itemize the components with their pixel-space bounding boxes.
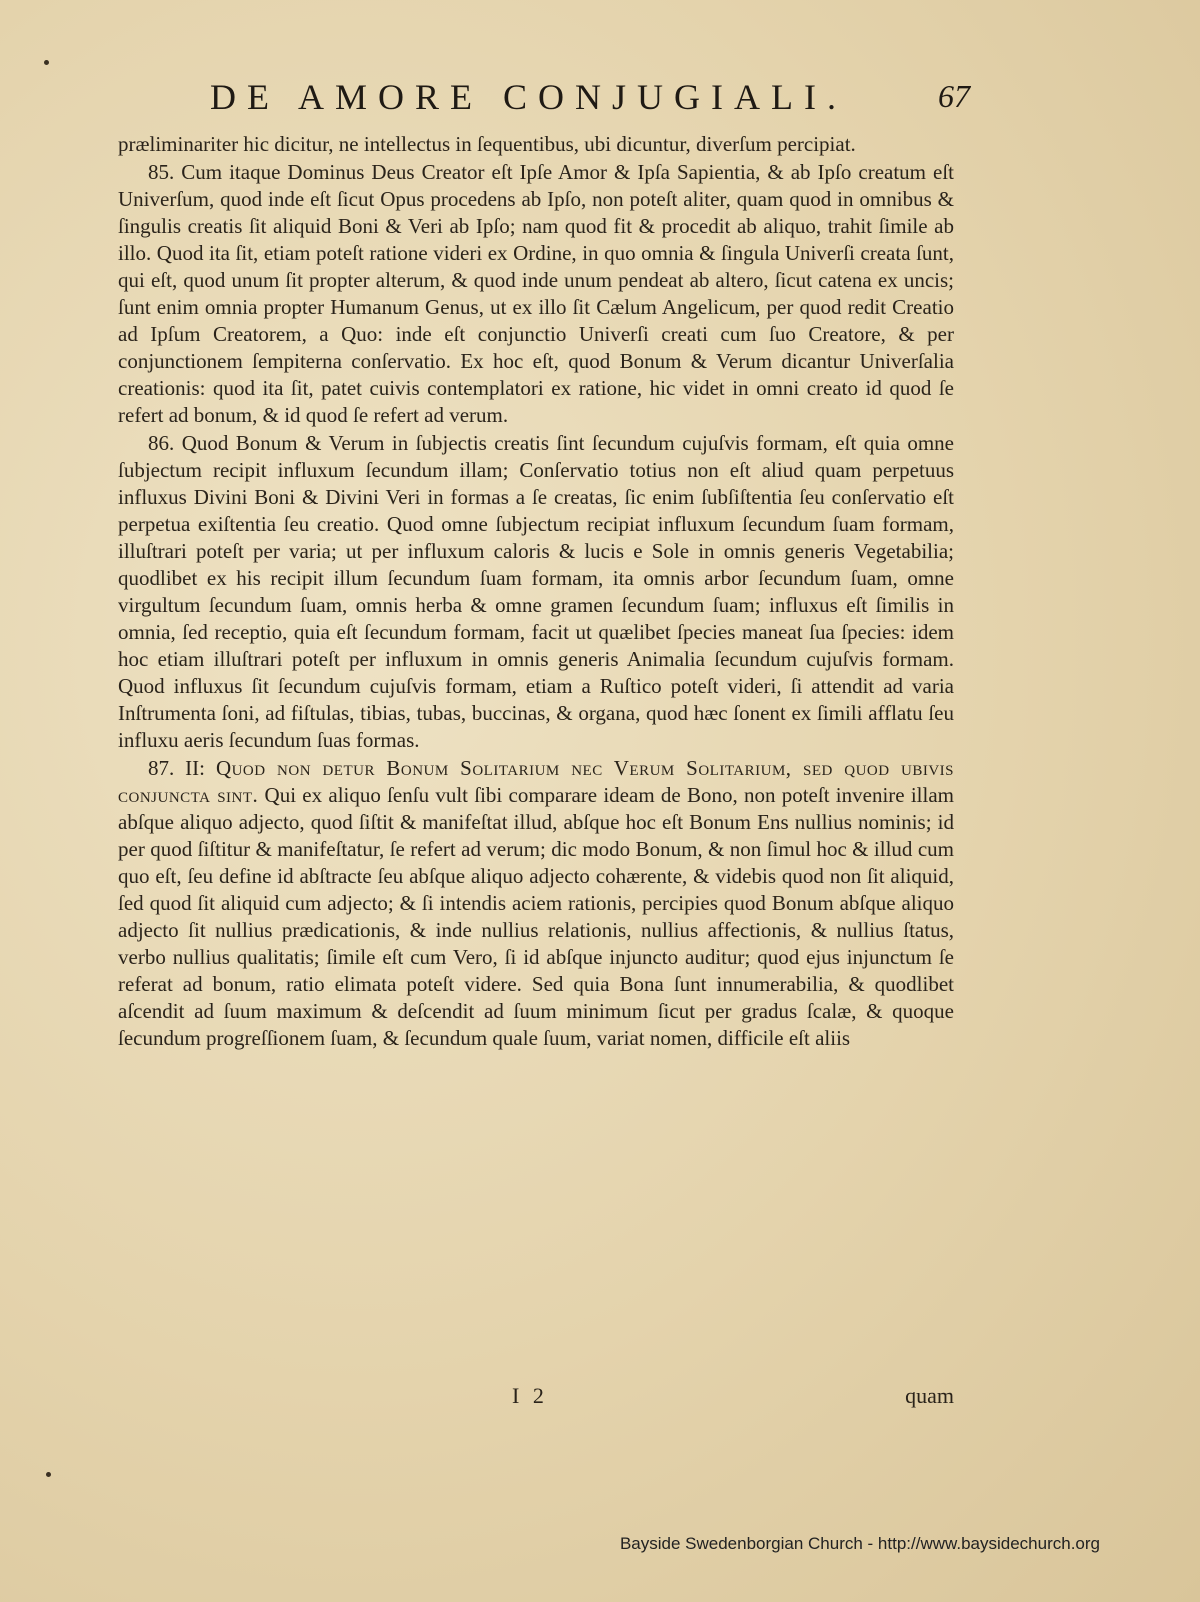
page-number: 67: [938, 78, 970, 114]
signature-mark: I 2: [512, 1383, 548, 1408]
watermark-credit: Bayside Swedenborgian Church - http://www.baysidechurch.org: [619, 1534, 1100, 1553]
paragraph-87-number: 87. II:: [148, 756, 216, 780]
page-header: [210, 76, 970, 116]
section-heading: Quod non detur Bonum Solitarium nec Verum Solitarium, sed quod ubivis conjuncta sint.: [118, 756, 955, 807]
ink-speck: [44, 60, 49, 65]
paragraph-87: [118, 755, 954, 1052]
page-footer: [118, 1383, 954, 1411]
body-text: [118, 131, 954, 1052]
paragraph-86: 86. Quod Bonum & Verum in ſubjectis creatis ſint ſecundum cujuſvis formam, eſt quia omne ſubjectum recipit influxum ſecundum illam; Conſervatio totius non eſt aliud quam perpetuus influxus Divini Boni & Divini Veri in formas a ſe creatas, ſic enim ſubſiſtentia ſeu conſervatio eſt perpetua exiſtentia ſeu creatio. Quod omne ſubjectum recipiat influxum ſecundum ſuam formam, illuſtrari poteſt per varia; ut per influxum caloris & lucis e Sole in omnis generis Vegetabilia; quodlibet ex his recipit illum ſecundum ſuam formam, ita omnis arbor ſecundum ſuam, omne virgultum ſecundum ſuam, omnis herba & omne gramen ſecundum ſuam; influxus eſt ſimilis in omnia, ſed receptio, quia eſt ſecundum formam, facit ut quælibet ſpecies maneat ſua ſpecies: idem hoc etiam illuſtrari poteſt per influxum in omnis generis Animalia ſecundum cujuſvis formam. Quod influxus ſit ſecundum cujuſvis formam, etiam a Ruſtico poteſt videri, ſi attendit ad varia Inſtrumenta ſoni, ad fiſtulas, tibias, tubas, buccinas, & organa, quod hæc ſonent ex ſimili afflatu ſeu influxu aeris ſecundum ſuas formas.: [118, 431, 954, 752]
ink-speck: [46, 1472, 51, 1477]
paragraph-continuation: præliminariter hic dicitur, ne intellectus in ſequentibus, ubi dicuntur, diverſum percipiat.: [118, 132, 856, 156]
running-title: DE AMORE CONJUGIALI.: [210, 77, 847, 117]
catchword: quam: [905, 1383, 954, 1408]
paragraph-85: 85. Cum itaque Dominus Deus Creator eſt Ipſe Amor & Ipſa Sapientia, & ab Ipſo creatum eſt Univerſum, quod inde eſt ſicut Opus procedens ab Ipſo, non poteſt aliter, quam quod in omnibus & ſingulis creatis ſit aliquid Boni & Veri ab Ipſo; nam quod fit & procedit ab aliquo, trahit ſimile ab illo. Quod ita ſit, etiam poteſt ratione videri ex Ordine, in quo omnia & ſingula Univerſi creata ſunt, qui eſt, quod unum ſit propter alterum, & quod inde unum pendeat ab altero, ſicut catena ex uncis; ſunt enim omnia propter Humanum Genus, ut ex illo ſit Cælum Angelicum, per quod redit Creatio ad Ipſum Creatorem, a Quo: inde eſt conjunctio Univerſi creati cum ſuo Creatore, & per conjunctionem ſempiterna conſervatio. Ex hoc eſt, quod Bonum & Verum dicantur Univerſalia creationis: quod ita ſit, patet cuivis contemplatori ex ratione, hic videt in omni creato id quod ſe refert ad bonum, & id quod ſe refert ad verum.: [118, 160, 954, 427]
paragraph-87-text: Qui ex aliquo ſenſu vult ſibi comparare ideam de Bono, non poteſt invenire illam abſque aliquo adjecto, quod ſiſtit & manifeſtat illud, abſque hoc eſt Bonum Ens nullius nominis; id per quod ſiſtitur & manifeſtatur, ſe refert ad verum; dic modo Bonum, & non ſimul hoc & illud cum quo eſt, ſeu define id abſtracte ſeu abſque aliquo adjecto cohærente, & videbis quod non ſit aliquid, ſed quod ſit aliquid cum adjecto; & ſi intendis aciem rationis, percipies quod Bonum abſque aliquo adjecto ſit nullius prædicationis, & inde nullius relationis, nullius affectionis, & nullius ſtatus, verbo nullius qualitatis; ſimile eſt cum Vero, ſi id abſque injuncto auditur; quod ejus injunctum ſe referat ad bonum, ratio elimata poteſt videre. Sed quia Bona ſunt innumerabilia, & quodlibet aſcendit ad ſuum maximum & deſcendit ad ſuum minimum ſicut per gradus ſcalæ, & quoque ſecundum progreſſionem ſuam, & ſecundum quale ſuum, variat nomen, difficile eſt aliis: [118, 783, 954, 1050]
